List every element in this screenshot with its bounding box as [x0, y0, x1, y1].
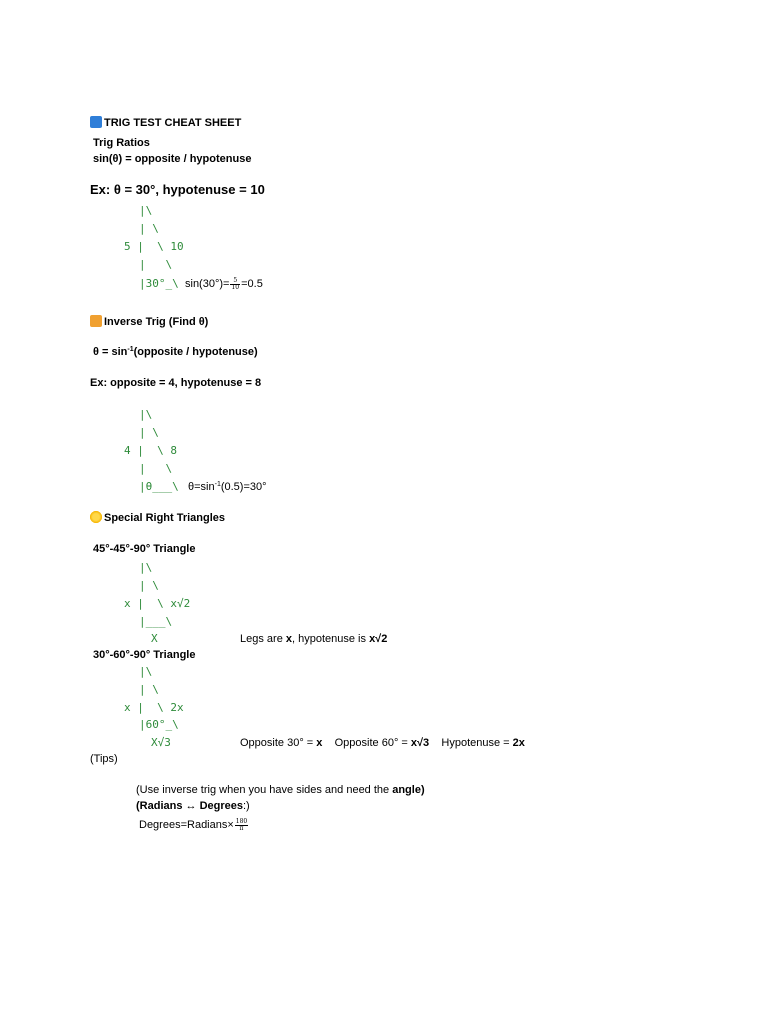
triangle-45-line-5: X: [151, 632, 158, 645]
triangle-45-line-3: x | \ x√2: [124, 597, 191, 610]
special-triangles-heading: Special Right Triangles: [90, 511, 225, 525]
repeat-icon: [90, 315, 102, 327]
fraction-5-10: $\frac{5}{10}$: [231, 276, 240, 291]
fraction-180-pi: $\frac{180}{\pi}$: [235, 817, 248, 832]
triangle-30-line-3: x | \ 2x: [124, 701, 184, 714]
tips-label: (Tips): [90, 753, 118, 765]
triangle-diagram-1-line-5: |30°_\: [139, 277, 179, 290]
star-icon: [90, 511, 102, 523]
triangle-30-line-1: |\: [139, 665, 153, 678]
triangle-diagram-1-line-3: 5 | \ 10: [124, 240, 184, 253]
inverse-result: $\theta=\sin^{-1}(0.5)=30^\circ$: [188, 481, 267, 493]
tip-inverse: (Use inverse trig when you have sides and need the angle): [136, 784, 425, 796]
inverse-example: Ex: opposite = 4, hypotenuse = 8: [90, 377, 262, 389]
triangle-diagram-2-line-5: |θ___\: [139, 480, 179, 493]
triangle-30-heading: 30°-60°-90° Triangle: [93, 649, 196, 661]
sheet-title: TRIG TEST CHEAT SHEET: [90, 116, 241, 130]
inverse-formula: $\theta = \sin^{-1}(opposite$ / hypotenuse): [93, 346, 258, 358]
triangle-diagram-1-line-1: |\: [139, 204, 153, 217]
trig-ratios-heading: Trig Ratios: [93, 137, 150, 149]
triangle-45-heading: 45°-45°-90° Triangle: [93, 543, 196, 555]
sin-result: sin(30°)= $\frac{5}{10}$ =0.5: [185, 276, 263, 291]
example-title: Ex: θ = 30°, hypotenuse = 10: [90, 182, 265, 197]
book-icon: [90, 116, 102, 128]
triangle-diagram-1-line-4: | \: [139, 258, 173, 271]
triangle-diagram-1-line-2: | \: [139, 222, 159, 235]
triangle-30-line-2: | \: [139, 683, 159, 696]
sin-formula: sin(θ) = opposite / hypotenuse: [93, 153, 252, 165]
triangle-45-line-4: |___\: [139, 615, 173, 628]
triangle-30-note: Opposite 30° = x Opposite 60° = x√3 Hypotenuse = 2x: [240, 737, 525, 749]
triangle-diagram-2-line-1: |\: [139, 408, 153, 421]
triangle-30-line-5: X√3: [151, 736, 171, 749]
triangle-30-line-4: |60°_\: [139, 718, 179, 731]
triangle-diagram-2-line-2: | \: [139, 426, 159, 439]
triangle-diagram-2-line-4: | \: [139, 462, 173, 475]
triangle-45-line-2: | \: [139, 579, 159, 592]
triangle-diagram-2-line-3: 4 | \ 8: [124, 444, 177, 457]
tip-degrees-formula: Degrees=Radians× $\frac{180}{\pi}$: [139, 817, 248, 832]
inverse-trig-heading: Inverse Trig (Find θ): [90, 315, 208, 329]
triangle-45-note: Legs are x, hypotenuse is x√2: [240, 633, 388, 645]
tip-radians: (Radians ↔ Degrees:): [136, 800, 250, 812]
triangle-45-line-1: |\: [139, 561, 153, 574]
